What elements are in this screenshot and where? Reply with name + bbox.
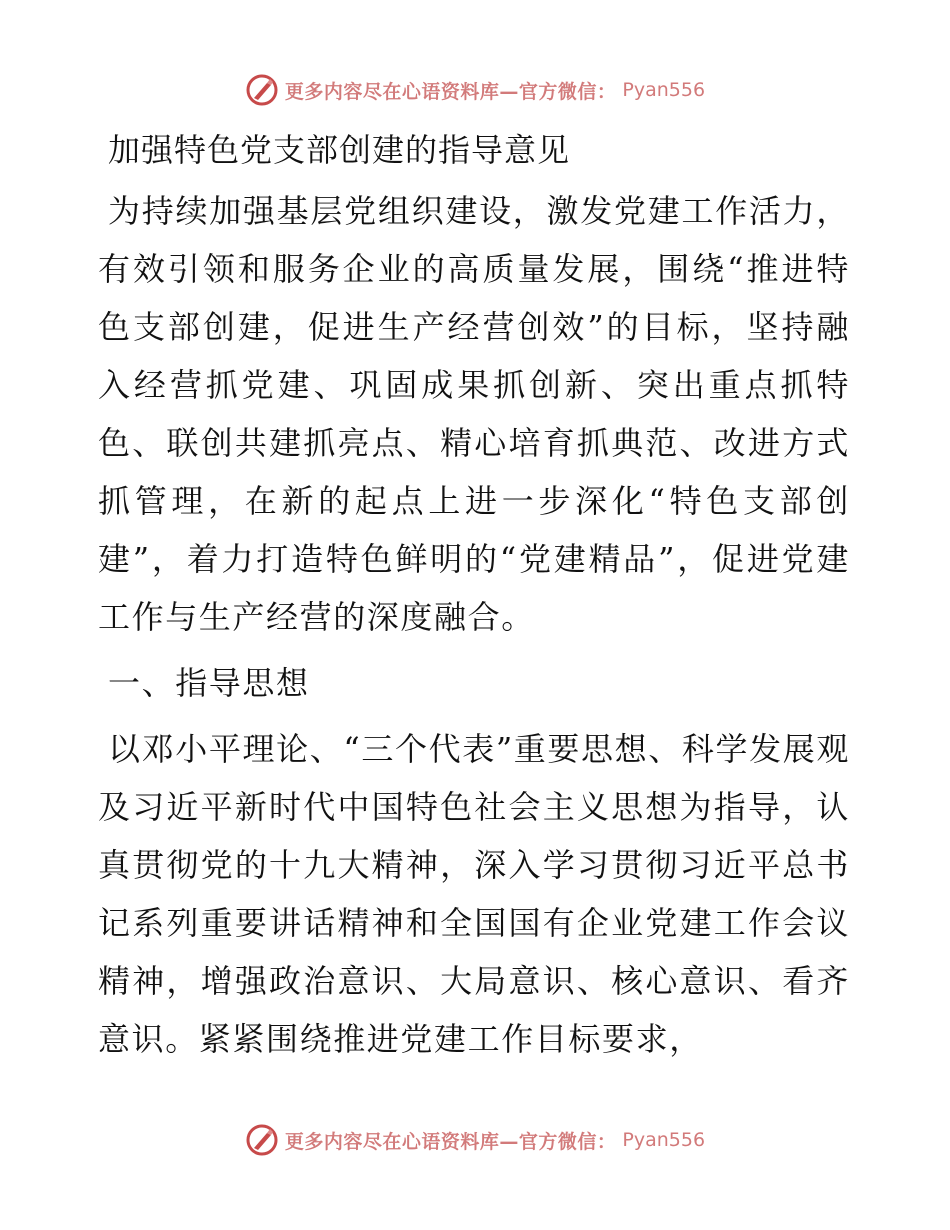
section-heading-guiding-ideology: 一、指导思想	[108, 664, 310, 702]
quill-seal-icon	[245, 1123, 279, 1157]
quill-seal-icon	[245, 73, 279, 107]
intro-paragraph: 为持续加强基层党组织建设，激发党建工作活力，有效引领和服务企业的高质量发展，围绕“推进特色支部创建，促进生产经营创效”的目标，坚持融入经营抓党建、巩固成果抓创新、突出重点抓特色、联创共建抓亮点、精心培育抓典范、改进方式抓管理，在新的起点上进一步深化“特色支部创建”，着力打造特色鲜明的“党建精品”，促进党建工作与生产经营的深度融合。	[98, 192, 850, 636]
document-body	[98, 122, 850, 1068]
watermark-header	[0, 72, 950, 108]
watermark-account: Pyan556	[622, 79, 706, 101]
section-paragraph-guiding-ideology: 以邓小平理论、“三个代表”重要思想、科学发展观及习近平新时代中国特色社会主义思想为指导，认真贯彻党的十九大精神，深入学习贯彻习近平总书记系列重要讲话精神和全国国有企业党建工作会议精神，增强政治意识、大局意识、核心意识、看齐意识。紧紧围绕推进党建工作目标要求，	[98, 730, 850, 1058]
watermark-footer	[0, 1122, 950, 1158]
watermark-text: 更多内容尽在心语资料库—官方微信：	[284, 80, 617, 103]
watermark-account: Pyan556	[622, 1129, 706, 1151]
document-title: 加强特色党支部创建的指导意见	[108, 131, 571, 169]
watermark-text: 更多内容尽在心语资料库—官方微信：	[284, 1130, 617, 1153]
